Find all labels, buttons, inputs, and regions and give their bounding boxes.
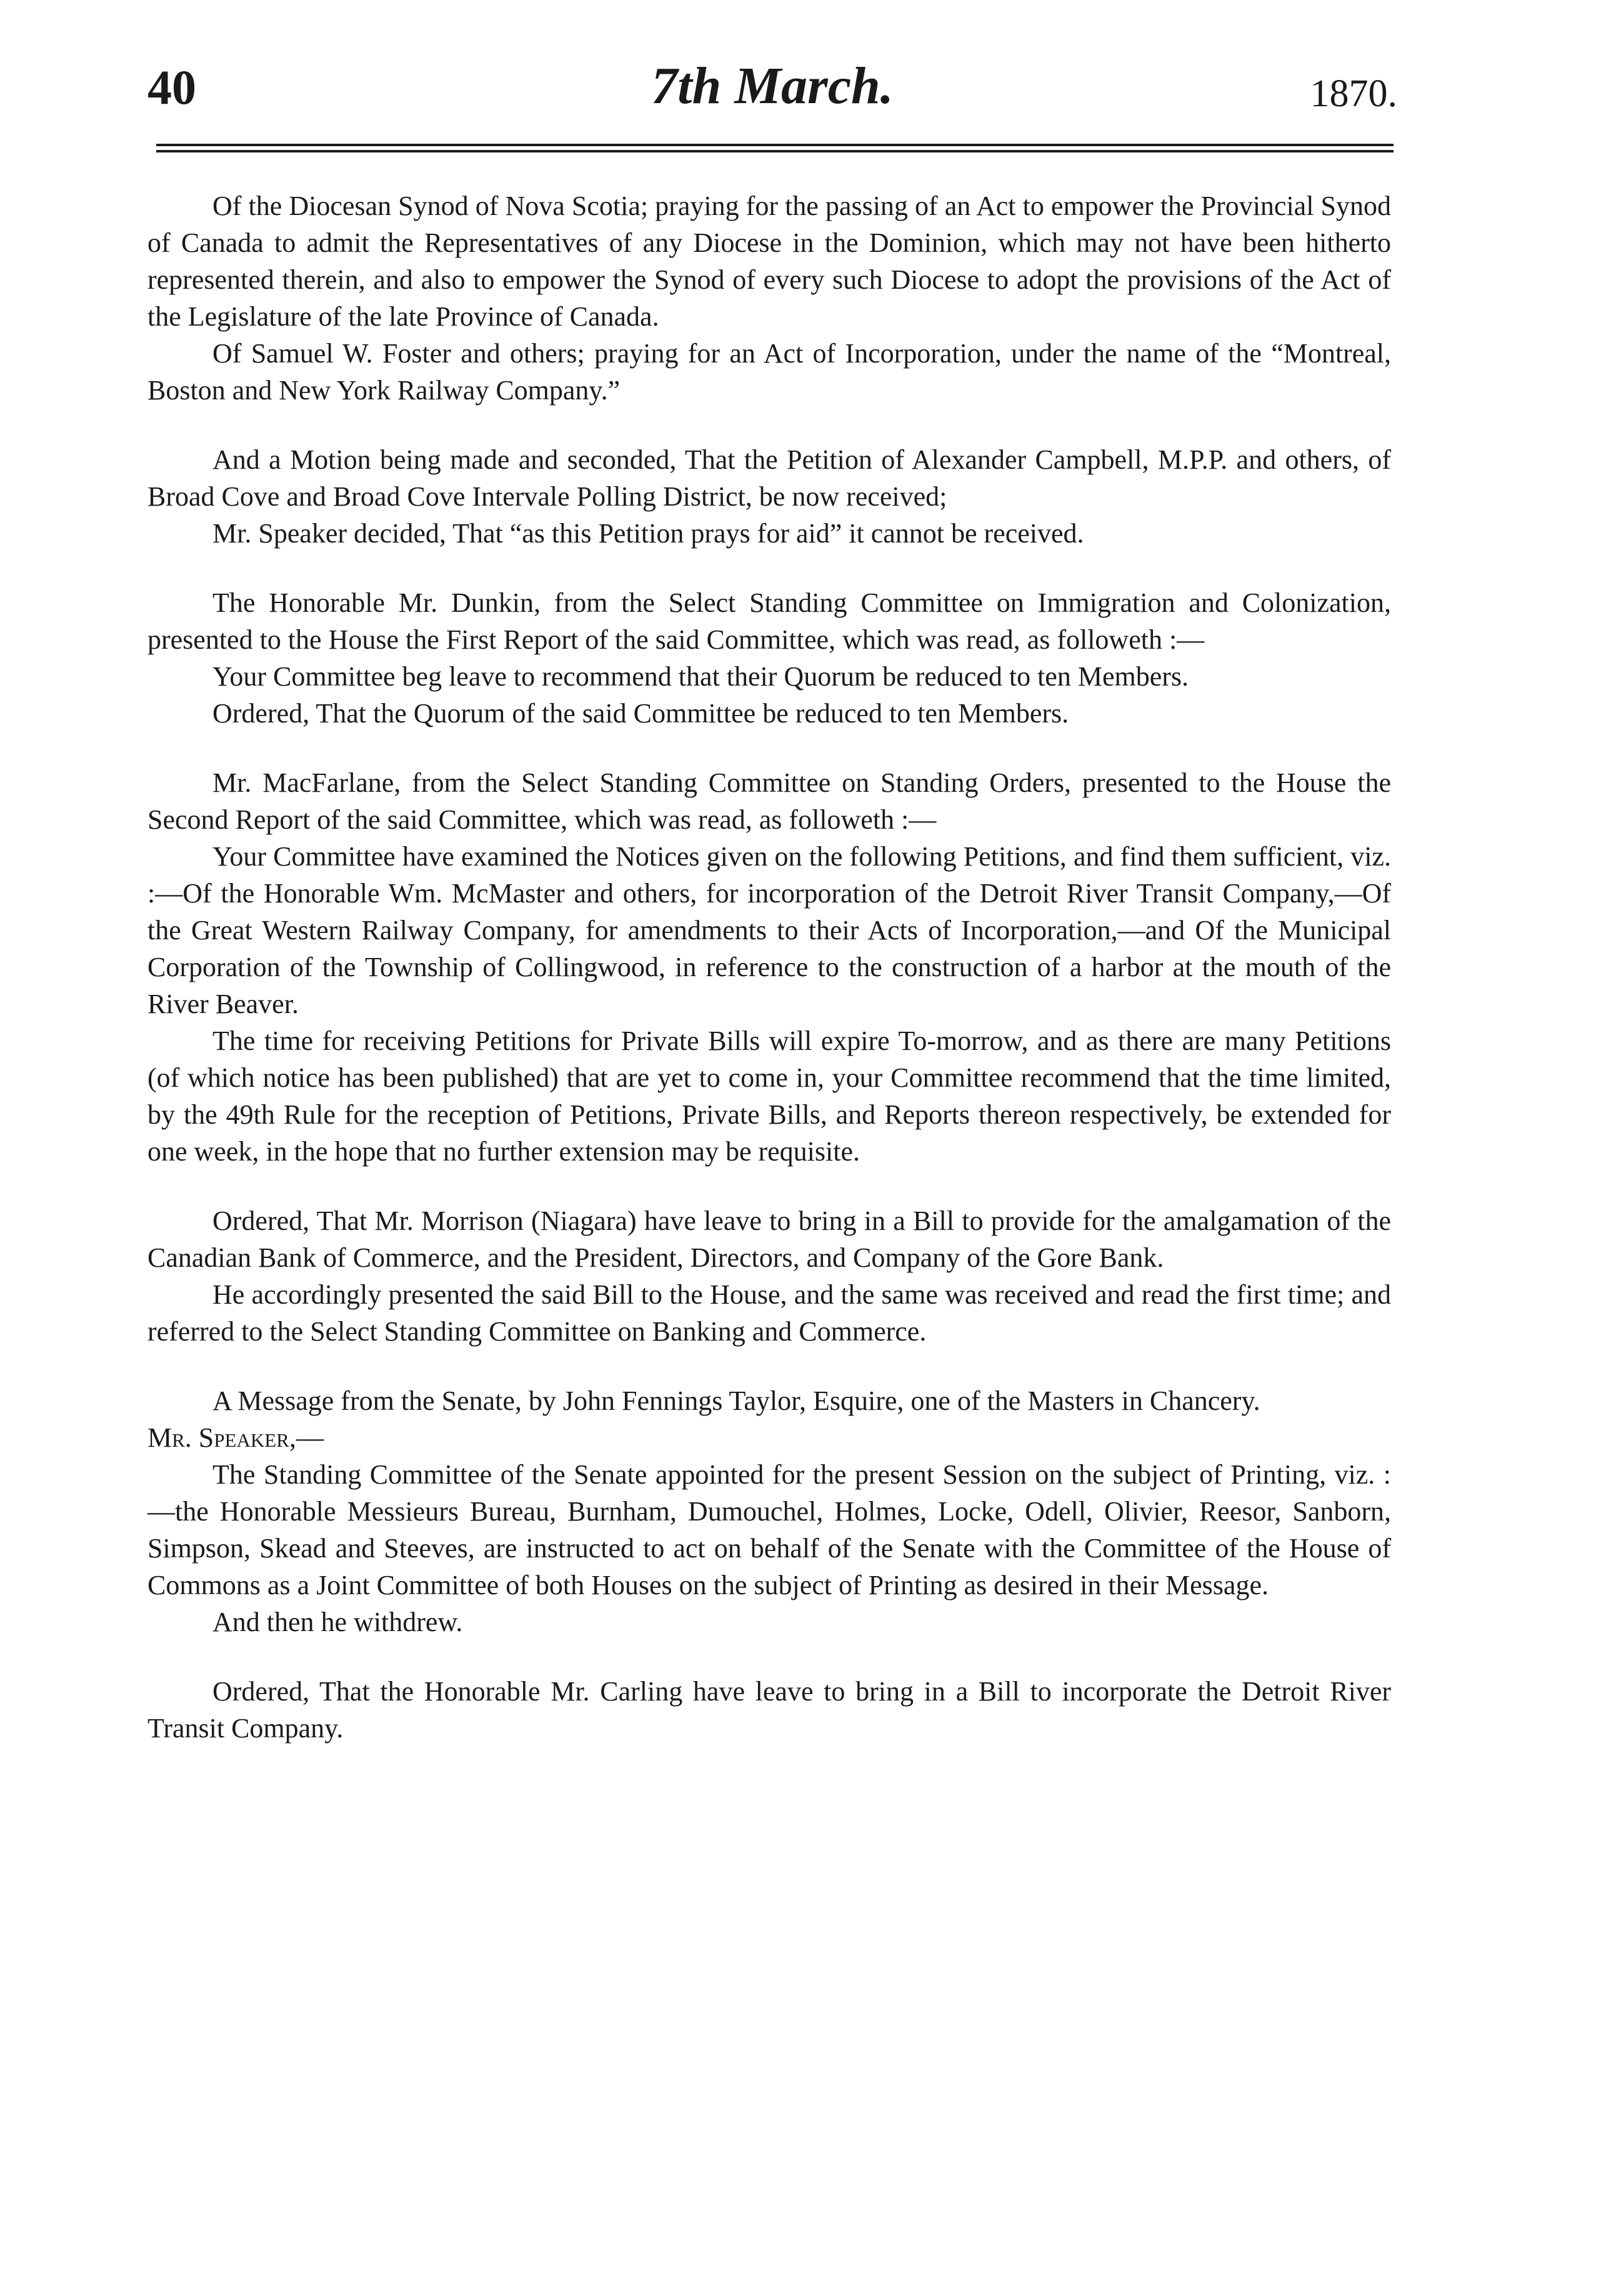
paragraph: Mr. Speaker decided, That “as this Petition prays for aid” it cannot be received. (212, 518, 1084, 549)
paragraph: He accordingly presented the said Bill to the House, and the same was received and read the first time; and referred to the Select Standing Committee on Banking and Commerce. (147, 1279, 1391, 1347)
paragraph: Of the Diocesan Synod of Nova Scotia; praying for the passing of an Act to empower the Provincial Synod of Canada to admit the Representatives of any Diocese in the Dominion, which may not have been hitherto represented therein, and also to empower the Synod of every such Diocese to adopt the provisions of the Act of the Legislature of the late Province of Canada. (147, 191, 1391, 332)
paragraph: Your Committee have examined the Notices given on the following Petitions, and find them sufficient, viz. :—Of the Honorable Wm. McMaster and others, for incorporation of the Detroit River Transit Company,—Of the Great Western Railway Company, for amendments to their Acts of Incorporation,—and Of the Municipal Corporation of the Township of Collingwood, in reference to the construction of a harbor at the mouth of the River Beaver. (147, 841, 1391, 1019)
paragraph: Ordered, That Mr. Morrison (Niagara) have leave to bring in a Bill to provide for the amalgamation of the Canadian Bank of Commerce, and the President, Directors, and Company of the Gore Bank. (147, 1205, 1391, 1273)
paragraph: A Message from the Senate, by John Fennings Taylor, Esquire, one of the Masters in Chancery. (212, 1385, 1260, 1416)
page-year: 1870. (1310, 72, 1397, 115)
page-date-heading: 7th March. (651, 57, 894, 115)
paragraph: Of Samuel W. Foster and others; praying for an Act of Incorporation, under the name of the “Montreal, Boston and New York Railway Company.” (147, 338, 1391, 406)
paragraph: The Honorable Mr. Dunkin, from the Select Standing Committee on Immigration and Colonization, presented to the House the First Report of the said Committee, which was read, as followeth :— (147, 587, 1391, 655)
paragraph: The time for receiving Petitions for Private Bills will expire To-morrow, and as there are many Petitions (of which notice has been published) that are yet to come in, your Committee recommend that the time limited, by the 49th Rule for the reception of Petitions, Private Bills, and Reports thereon respectively, be extended for one week, in the hope that no further extension may be requisite. (147, 1026, 1391, 1167)
paragraph: And then he withdrew. (212, 1607, 463, 1637)
page-header (147, 59, 1397, 128)
journal-body (147, 187, 1391, 1747)
paragraph: The Standing Committee of the Senate appointed for the present Session on the subject of Printing, viz. :—the Honorable Messieurs Bureau, Burnham, Dumouchel, Holmes, Locke, Odell, Olivier, Reesor, Sanborn, Simpson, Skead and Steeves, are instructed to act on behalf of the Senate with the Committee of the House of Commons as a Joint Committee of both Houses on the subject of Printing as desired in their Message. (147, 1459, 1391, 1600)
paragraph: Your Committee beg leave to recommend that their Quorum be reduced to ten Members. (212, 661, 1189, 692)
paragraph: And a Motion being made and seconded, That the Petition of Alexander Campbell, M.P.P. and others, of Broad Cove and Broad Cove Intervale Polling District, be now received; (147, 444, 1391, 512)
page-number: 40 (147, 60, 196, 114)
paragraph: Mr. MacFarlane, from the Select Standing Committee on Standing Orders, presented to the House the Second Report of the said Committee, which was read, as followeth :— (147, 767, 1391, 835)
paragraph: Ordered, That the Honorable Mr. Carling have leave to bring in a Bill to incorporate the Detroit River Transit Company. (147, 1676, 1391, 1744)
paragraph: Ordered, That the Quorum of the said Committee be reduced to ten Members. (212, 698, 1069, 729)
speaker-salutation: Mr. Speaker,— (147, 1422, 324, 1453)
header-double-rule (156, 144, 1394, 156)
